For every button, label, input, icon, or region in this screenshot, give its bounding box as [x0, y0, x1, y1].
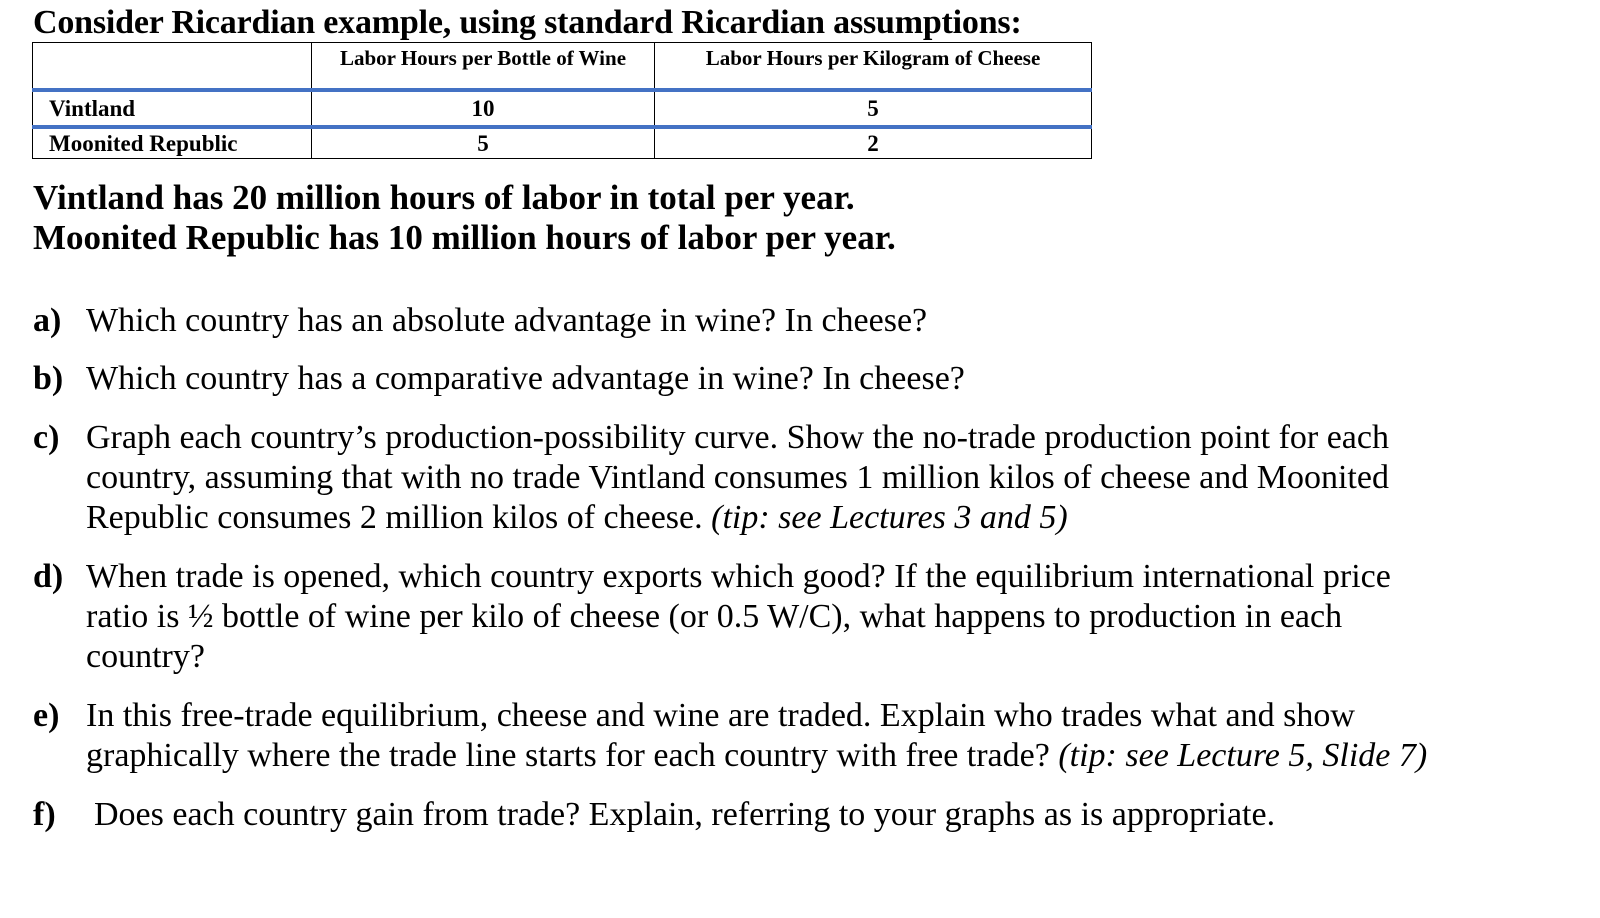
question-text [86, 301, 927, 341]
question-line: In this free-trade equilibrium, cheese and wine are traded. Explain who trades what and show [86, 697, 1355, 734]
labor-endowments [33, 178, 896, 258]
lecture-tip: (tip: see Lecture 5, Slide 7) [1058, 737, 1428, 774]
question-text [86, 557, 1391, 677]
table-row [33, 127, 1092, 159]
vintland-labor: Vintland has 20 million hours of labor in total per year. [33, 178, 855, 217]
lecture-tip: (tip: see Lectures 3 and 5) [711, 499, 1068, 536]
wine-hours-cell: 5 [312, 127, 655, 159]
question-line-with-tip [86, 736, 1427, 776]
country-cell: Vintland [33, 90, 312, 127]
header-country [33, 43, 312, 91]
country-cell: Moonited Republic [33, 127, 312, 159]
question-marker: f) [33, 796, 56, 833]
question-marker: b) [33, 360, 64, 397]
question-marker: e) [33, 697, 60, 734]
header-cheese: Labor Hours per Kilogram of Cheese [655, 43, 1092, 91]
question-line: Graph each country’s production-possibility curve. Show the no-trade production point for each [86, 419, 1389, 456]
question-marker: a) [33, 302, 62, 339]
question-line: Which country has an absolute advantage in wine? In cheese? [86, 302, 928, 339]
wine-hours-cell: 10 [312, 90, 655, 127]
question-text [86, 359, 965, 399]
question-line: ratio is ½ bottle of wine per kilo of cheese (or 0.5 W/C), what happens to production in each [86, 598, 1343, 635]
question-line: graphically where the trade line starts for each country with free trade? [86, 737, 1050, 774]
question-line: country? [86, 638, 205, 675]
page-title: Consider Ricardian example, using standard Ricardian assumptions: [33, 4, 1022, 41]
cheese-hours-cell: 2 [655, 127, 1092, 159]
moonited-labor: Moonited Republic has 10 million hours of labor per year. [33, 218, 896, 257]
table-header-row [33, 43, 1092, 91]
question-line-with-tip [86, 498, 1389, 538]
labor-hours-table [32, 42, 1092, 159]
header-wine: Labor Hours per Bottle of Wine [312, 43, 655, 91]
question-line: Which country has a comparative advantage in wine? In cheese? [86, 360, 965, 397]
cheese-hours-cell: 5 [655, 90, 1092, 127]
question-line: When trade is opened, which country exports which good? If the equilibrium international price [86, 558, 1391, 595]
question-text [86, 418, 1389, 538]
question-line: country, assuming that with no trade Vintland consumes 1 million kilos of cheese and Moonited [86, 459, 1389, 496]
question-line: Does each country gain from trade? Explain, referring to your graphs as is appropriate. [94, 796, 1276, 833]
question-text [94, 795, 1275, 835]
question-marker: c) [33, 419, 60, 456]
question-text [86, 696, 1427, 776]
table-row [33, 90, 1092, 127]
question-marker: d) [33, 558, 64, 595]
question-line: Republic consumes 2 million kilos of cheese. [86, 499, 703, 536]
